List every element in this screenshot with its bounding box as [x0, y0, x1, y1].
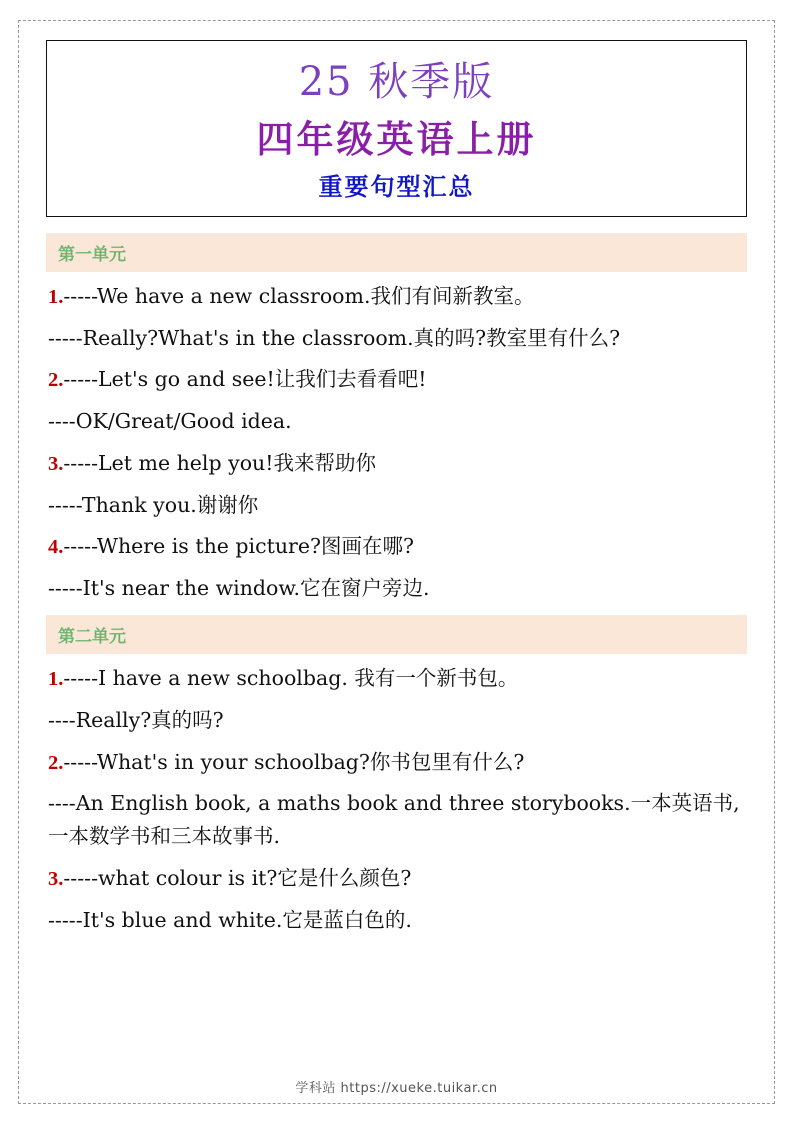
sentence-line — [48, 406, 747, 439]
line-number: 4. — [48, 536, 64, 559]
title-subtitle: 重要句型汇总 — [318, 173, 475, 202]
line-text: -----I have a new schoolbag. 我有一个新书包。 — [63, 666, 519, 691]
line-text: -----It's near the window.它在窗户旁边. — [48, 576, 430, 601]
sentence-line — [48, 705, 747, 738]
line-text: -----Let me help you!我来帮助你 — [63, 450, 376, 475]
sentence-line — [48, 788, 747, 854]
line-text: ----Really?真的吗? — [48, 707, 224, 732]
line-text: -----Let's go and see!让我们去看看吧! — [63, 367, 427, 392]
title-main: 四年级英语上册 — [256, 117, 537, 161]
sentence-line — [48, 747, 747, 780]
sentence-line — [48, 663, 747, 696]
line-number: 3. — [48, 867, 64, 890]
sentence-line — [48, 905, 747, 938]
line-number: 3. — [48, 452, 64, 475]
sentence-line — [48, 323, 747, 356]
sentence-line — [48, 531, 747, 564]
title-edition: 25 秋季版 — [298, 59, 495, 105]
line-text: -----We have a new classroom.我们有间新教室。 — [63, 283, 535, 308]
line-text: ----An English book, a maths book and three storybooks.一本英语书,一本数学书和三本故事书. — [48, 791, 740, 849]
sentence-line — [48, 448, 747, 481]
title-box — [46, 40, 747, 217]
line-text: -----What's in your schoolbag?你书包里有什么? — [63, 749, 525, 774]
line-number: 1. — [48, 285, 64, 308]
sentence-line — [48, 863, 747, 896]
line-number: 2. — [48, 369, 64, 392]
unit-heading-1: 第一单元 — [46, 233, 747, 272]
unit-heading-2: 第二单元 — [46, 615, 747, 654]
sentence-line — [48, 364, 747, 397]
footer-watermark: 学科站 https://xueke.tuikar.cn — [295, 1081, 498, 1096]
line-text: -----It's blue and white.它是蓝白色的. — [48, 907, 412, 932]
line-text: -----what colour is it?它是什么颜色? — [63, 865, 412, 890]
document-content — [46, 40, 747, 937]
line-text: -----Thank you.谢谢你 — [48, 492, 259, 517]
line-text: ----OK/Great/Good idea. — [48, 409, 292, 434]
line-number: 2. — [48, 751, 64, 774]
sentence-line — [48, 490, 747, 523]
sentence-line — [48, 573, 747, 606]
line-text: -----Really?What's in the classroom.真的吗?教室里有什么? — [48, 325, 621, 350]
sentence-line — [48, 281, 747, 314]
line-number: 1. — [48, 668, 64, 691]
line-text: -----Where is the picture?图画在哪? — [63, 534, 414, 559]
